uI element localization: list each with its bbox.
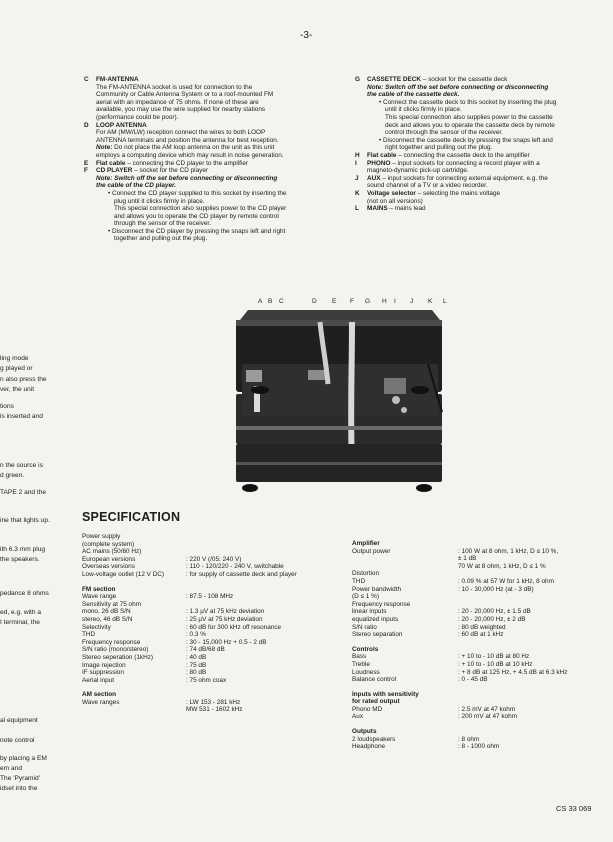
spec-row: [82, 608, 332, 616]
right-column: [355, 76, 605, 213]
note-label: Note:: [96, 144, 113, 152]
spec-label: THD: [82, 631, 96, 639]
legend-key: J: [355, 174, 359, 182]
margin-fragment: ine that lights up.: [0, 517, 50, 524]
figure-label: F: [350, 298, 354, 305]
spec-row: [82, 601, 332, 609]
spec-row: [352, 616, 608, 624]
legend-key: K: [355, 189, 360, 197]
spec-row: [82, 669, 332, 677]
bullet-line: plug until it clicks firmly in place.: [114, 197, 205, 205]
spec-label: [352, 563, 458, 571]
spec-row: [82, 571, 332, 579]
spec-value: : 60 dB for 300 kHz off resonance: [186, 623, 282, 631]
spec-row: [352, 563, 608, 571]
spec-label: Output power: [352, 547, 391, 555]
margin-fragment: n the source is: [0, 462, 43, 469]
legend-item: [84, 122, 336, 160]
bullet-line: • Disconnect the cassette deck by pressing the snaps left and: [379, 136, 553, 144]
legend-item: [355, 175, 605, 190]
spec-row: [352, 653, 608, 661]
legend-key: L: [355, 205, 359, 213]
spec-label: Bass: [352, 653, 367, 661]
legend-title-line: [367, 160, 605, 168]
legend-item: [84, 76, 336, 122]
spec-value: : 60 dB at 1 kHz: [458, 631, 504, 639]
margin-fragment: tions: [0, 403, 14, 410]
margin-fragment: I terminal, the: [0, 619, 40, 626]
legend-title-line: [367, 205, 605, 213]
spec-value: : 1.3 µV at 75 kHz deviation: [186, 608, 265, 616]
legend-text: [96, 160, 336, 168]
spec-value: : 75 dB: [186, 661, 207, 669]
margin-fragment: by placing a EM: [0, 755, 47, 762]
spec-section: for rated output: [352, 698, 400, 706]
spec-row: [82, 556, 332, 564]
margin-fragment: The 'Pyramid': [0, 775, 40, 782]
spec-value: 70 W at 8 ohm, 1 kHz, D ≤ 1 %: [458, 562, 546, 570]
legend-title: Voltage selector: [367, 189, 416, 197]
spec-value: : 8 - 1000 ohm: [458, 743, 500, 751]
bullet-line: • Disconnect the CD player by pressing the snaps left and right: [108, 227, 286, 235]
spec-row: [82, 699, 332, 707]
legend-key: H: [355, 151, 360, 159]
legend-desc: – input sockets for connecting a record player with a: [390, 159, 540, 167]
margin-fragment: ver, the unit: [0, 386, 35, 393]
legend-key: I: [355, 159, 357, 167]
legend-line: For AM (MW/LW) reception connect the wires to both LOOP: [96, 129, 266, 137]
legend-line: (performance could be poor).: [96, 113, 179, 121]
bullet-line: together and pulling out the plug.: [114, 235, 208, 243]
legend-text: [367, 205, 605, 213]
spec-row: [352, 669, 608, 677]
margin-fragment: ith 6.3 mm plug: [0, 546, 46, 553]
spec-label: Headphone: [352, 743, 386, 751]
spec-label: stereo, 46 dB S/N: [82, 615, 133, 623]
legend-title-line: [367, 152, 605, 160]
spec-label: Selectivity: [82, 623, 111, 631]
legend-note-line: employs a computing device which may result in noise generation.: [96, 151, 284, 159]
spec-value: : 87.5 - 108 MHz: [186, 593, 234, 601]
spec-value: : 30 - 15,000 Hz + 0.5 - 2 dB: [186, 638, 267, 646]
margin-fragment: idset into the: [0, 785, 38, 792]
phono-aux-sockets: [384, 378, 406, 394]
spec-row: [352, 593, 608, 601]
spec-label: Wave ranges: [82, 698, 120, 706]
spec-label: Frequency response: [82, 638, 141, 646]
bullet-line: • Connect the CD player supplied to this socket by inserting the: [108, 189, 287, 197]
legend-text: [367, 76, 605, 152]
left-column: [84, 76, 336, 243]
spec-row: [82, 616, 332, 624]
legend-item: [355, 152, 605, 160]
legend-key: C: [84, 76, 89, 83]
spec-row: [352, 624, 608, 632]
legend-desc: – connecting the CD player to the amplifier: [125, 159, 249, 167]
margin-fragment: is inserted and: [0, 413, 43, 420]
spec-row: [82, 646, 332, 654]
legend-note-line: Note: Do not place the AM loop antenna on the unit as this unit: [96, 144, 275, 152]
legend-title-line: [367, 190, 605, 198]
spec-label: (D ≤ 1 %): [352, 593, 379, 601]
spec-value: : 200 mV at 47 kohm: [458, 713, 517, 721]
legend-key: F: [84, 167, 88, 175]
legend-line: Community or Cable Antenna System or to a roof-mounted FM: [96, 91, 274, 99]
spec-row: [352, 548, 608, 556]
bullet-line: and allows you to operate the CD player by remote control: [114, 212, 279, 220]
spec-row: [352, 631, 608, 639]
margin-fragment: TAPE 2 and the: [0, 489, 47, 496]
legend-item: [355, 76, 605, 152]
spec-label: Stereo seperation (1kHz): [82, 653, 154, 661]
spec-value: : 25 µV at 75 kHz deviation: [186, 615, 263, 623]
spec-value: : + 10 to - 10 dB at 80 Hz: [458, 653, 530, 661]
legend-title: CASSETTE DECK: [367, 76, 421, 83]
legend-item: [84, 167, 336, 243]
legend-note: the cable of the CD player.: [96, 182, 176, 190]
spec-label: S/N ratio (mono/stereo): [82, 646, 149, 654]
spec-label: Distortion: [352, 570, 379, 578]
legend-desc: – connecting the cassette deck to the amplifier: [396, 151, 530, 159]
legend-title: CD PLAYER: [96, 167, 133, 175]
spec-label: linear inputs: [352, 608, 387, 616]
spec-row: [352, 661, 608, 669]
legend-title: Flat cable: [367, 151, 397, 159]
spec-value: : 110 - 120/220 - 240 V, switchable: [186, 563, 284, 571]
spec-label: Power supply: [82, 533, 121, 540]
page-number: -3-: [300, 30, 313, 41]
spec-row: [352, 601, 608, 609]
spec-value: : 74 dB/68 dB: [186, 646, 225, 654]
figure-label: A: [258, 298, 263, 305]
legend-note: the cable of the cassette deck.: [367, 91, 460, 99]
legend-line: aerial with an impedance of 75 ohms. If none of these are: [96, 98, 259, 106]
spec-value: : 8 ohm: [458, 735, 480, 743]
legend-text: [367, 175, 605, 190]
spec-label: IF suppression: [82, 669, 124, 677]
spec-section: FM section: [82, 585, 116, 593]
spec-row: [82, 639, 332, 647]
spec-label: Aerial input: [82, 676, 114, 684]
spec-row: [82, 654, 332, 662]
spec-section: AM section: [82, 691, 117, 699]
spec-value: : 0 - 45 dB: [458, 676, 488, 684]
legend-title-line: [96, 167, 336, 175]
spec-label: Sensitivity at 75 ohm: [82, 600, 141, 608]
document-code: CS 33 069: [556, 804, 592, 813]
bullet-line: This special connection also supplies power to the CD player: [114, 205, 287, 213]
spec-row: [352, 608, 608, 616]
spec-row: [82, 662, 332, 670]
spec-label: 2 loudspeakers: [352, 735, 396, 743]
legend-title: Flat cable: [96, 159, 126, 167]
spec-label: THD: [352, 577, 366, 585]
spec-row: [352, 578, 608, 586]
spec-value: : for supply of cassette deck and player: [186, 570, 297, 578]
spec-row: [82, 624, 332, 632]
spec-label: Wave range: [82, 593, 117, 601]
figure-label: E: [332, 298, 337, 305]
legend-desc: – mains lead: [387, 205, 426, 213]
spec-value: : + 10 to - 10 dB at 10 kHz: [458, 660, 533, 668]
bullet-line: until it clicks firmly in place.: [385, 106, 462, 114]
margin-fragment: note control: [0, 737, 35, 744]
fm-antenna-socket: [246, 370, 262, 382]
spec-row: [352, 736, 608, 744]
specification-title: SPECIFICATION: [82, 510, 181, 524]
spec-row: [82, 548, 332, 556]
legend-text: [96, 76, 336, 122]
figure-label: H: [382, 298, 387, 305]
legend-line: The FM-ANTENNA socket is used for connection to the: [96, 83, 253, 91]
spec-row: [352, 570, 608, 578]
figure-label: G: [365, 298, 371, 305]
margin-fragment: em and: [0, 765, 22, 772]
spec-value: : 2.5 mV at 47 kohm: [458, 705, 516, 713]
specification-left: [82, 533, 332, 714]
legend-item: [355, 205, 605, 213]
legend-desc: – selecting the mains voltage: [415, 189, 501, 197]
legend-text: [96, 122, 336, 160]
figure-label: I: [394, 298, 396, 305]
legend-line: ANTENNA terminals and position the antenna for best reception.: [96, 136, 279, 144]
legend-title: PHONO: [367, 159, 391, 167]
spec-label: AC mains (50/60 Hz): [82, 548, 142, 556]
spec-label: mono, 26 dB S/N: [82, 608, 131, 616]
spec-row: [352, 706, 608, 714]
legend-text: [96, 167, 336, 243]
spec-label: Power bandwidth: [352, 585, 402, 593]
figure-label: C: [279, 298, 284, 305]
spec-row: [352, 586, 608, 594]
legend-key: E: [84, 159, 89, 167]
spec-value: : 0.3 %: [186, 631, 206, 639]
spec-label: European versions: [82, 555, 136, 563]
spec-label: Balance control: [352, 676, 397, 684]
figure-label: K: [428, 298, 433, 305]
spec-label: Low-voltage outlet (12 V DC): [82, 570, 165, 578]
legend-title: FM-ANTENNA: [96, 76, 139, 83]
legend-item: [355, 190, 605, 205]
spec-section: Outputs: [352, 728, 377, 736]
legend-item: [355, 160, 605, 175]
spec-label: Image rejection: [82, 661, 126, 669]
spec-row: [82, 677, 332, 685]
legend-line: magneto-dynamic pick-up cartridge.: [367, 167, 469, 175]
legend-title-line: [96, 76, 336, 84]
margin-fragment: al equipment: [0, 717, 38, 724]
spec-value: : 220 V (/05: 240 V): [186, 555, 242, 563]
bullet-line: control through the sensor of the receiver.: [385, 129, 503, 137]
margin-fragment: n also press the: [0, 376, 47, 383]
legend-desc: – socket for the CD player: [132, 167, 208, 175]
spec-value: : 80 dB: [186, 669, 207, 677]
spec-value: : LW 153 - 281 kHz: [186, 698, 241, 706]
system-rear-illustration: [228, 292, 456, 498]
legend-key: G: [355, 76, 360, 83]
spec-value: : 40 dB: [186, 653, 207, 661]
legend-line: sound channel of a TV or a video recorder.: [367, 182, 488, 190]
figure-label: D: [312, 298, 317, 305]
spec-value: : 75 ohm coax: [186, 676, 227, 684]
spec-label: Phono MD: [352, 705, 383, 713]
spec-label: Treble: [352, 660, 370, 668]
legend-desc: – socket for the cassette deck: [420, 76, 508, 83]
spec-label: S/N ratio: [352, 623, 377, 631]
legend-title-line: [367, 76, 605, 84]
spec-row: [82, 631, 332, 639]
specification-right: [352, 533, 608, 751]
figure-label: B: [268, 298, 273, 305]
bullet-line: • Connect the cassette deck to this socket by inserting the plug: [379, 98, 557, 106]
legend-line: available, you may use the wire supplied for nearby stations: [96, 106, 266, 114]
legend-text: [367, 152, 605, 160]
spec-row: [82, 563, 332, 571]
spec-label: Overseas versions: [82, 563, 135, 571]
top-unit-lid: [240, 310, 440, 320]
spec-section: Controls: [352, 645, 379, 653]
spec-row: [352, 743, 608, 751]
legend-title-line: [96, 122, 336, 130]
spec-label: Stereo separation: [352, 631, 403, 639]
legend-title: LOOP ANTENNA: [96, 121, 147, 129]
spec-value: ± 1 dB: [458, 555, 477, 563]
spec-value: : 20 - 20,000 Hz, ± 2 dB: [458, 615, 526, 623]
legend-text: [367, 160, 605, 175]
spec-row: [82, 533, 332, 541]
spec-row: [82, 541, 332, 549]
margin-fragment: ling mode: [0, 355, 29, 362]
bullet-line: through the sensor of the receiver.: [114, 220, 211, 228]
legend-title: MAINS: [367, 205, 388, 213]
spec-row: [82, 706, 332, 714]
spec-value: : 10 - 30,000 Hz (at - 3 dB): [458, 585, 534, 593]
margin-fragment: pedance 8 ohms: [0, 590, 49, 597]
figure-label: J: [410, 298, 414, 305]
spec-value: : 80 dB weighted: [458, 623, 506, 631]
spec-label: [82, 706, 186, 714]
spec-section: Inputs with sensitivity: [352, 690, 419, 698]
spec-label: Frequency response: [352, 600, 411, 608]
margin-fragment: g played or: [0, 365, 33, 372]
figure-label: L: [443, 298, 447, 305]
spec-value: : 20 - 20,000 Hz, ± 1.5 dB: [458, 608, 531, 616]
legend-title-line: [367, 175, 605, 183]
legend-title: AUX: [367, 174, 381, 182]
spec-row: [82, 593, 332, 601]
spec-value: : + 8 dB at 125 Hz, + 4.5 dB at 6.3 kHz: [458, 668, 568, 676]
margin-fragment: ed, e.g. with a: [0, 609, 42, 616]
margin-fragment: d green.: [0, 472, 25, 479]
legend-text: [367, 190, 605, 205]
spec-label: (complete system): [82, 540, 135, 548]
spec-label: Loudness: [352, 668, 380, 676]
bullet-line: This special connection also supplies power to the cassette: [385, 113, 553, 121]
spec-section: Amplifier: [352, 540, 380, 547]
spec-value: : 0.09 % at 57 W for 1 kHz, 8 ohm: [458, 577, 554, 585]
spec-value: : 100 W at 8 ohm, 1 kHz, D ≤ 10 %,: [458, 547, 559, 555]
spec-row: [352, 676, 608, 684]
legend-desc: – input sockets for connecting external equipment, e.g. the: [380, 174, 548, 182]
legend-note: Note: Switch off the set before connecting or disconnecting: [96, 174, 278, 182]
legend-title-line: [96, 160, 336, 168]
spec-label: equalized inputs: [352, 615, 399, 623]
legend-line: (not on all versions): [367, 197, 423, 205]
spec-label: [352, 555, 458, 563]
legend-item: [84, 160, 336, 168]
margin-fragment: the speakers.: [0, 556, 40, 563]
spec-label: Aux: [352, 713, 364, 721]
legend-key: D: [84, 121, 89, 129]
spec-row: [352, 555, 608, 563]
spec-value: MW 531 - 1602 kHz: [186, 706, 243, 714]
bullet-line: right together and pulling out the plug.: [385, 144, 493, 152]
legend-note: Note: Switch off the set before connecting or disconnecting: [367, 83, 549, 91]
bullet-line: deck and allows you to operate the cassette deck by remote: [385, 121, 555, 129]
spec-row: [352, 713, 608, 721]
